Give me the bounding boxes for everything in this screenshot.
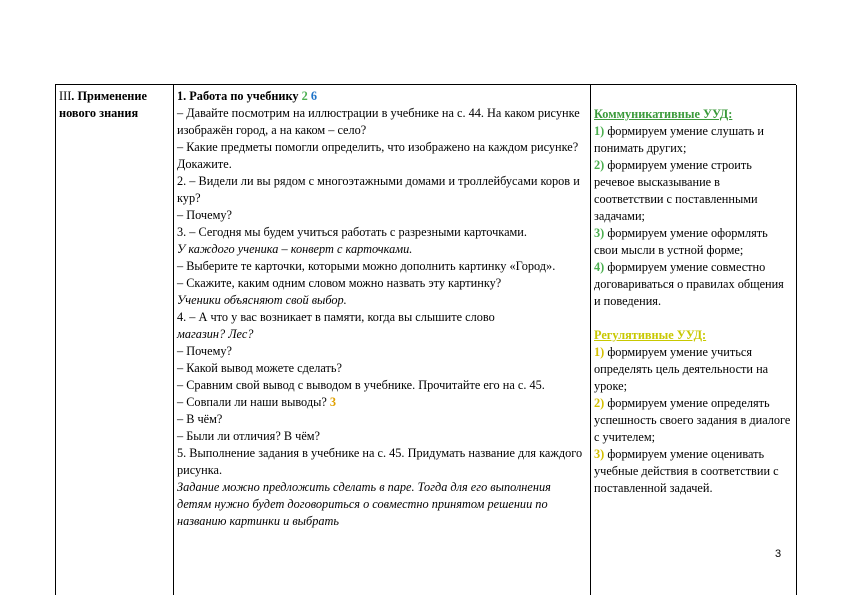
work-line: 3. – Сегодня мы будем учиться работать с разрезными карточками. bbox=[177, 225, 527, 239]
work-line: – Совпали ли наши выводы? 3 bbox=[177, 395, 337, 409]
work-line: 5. Выполнение задания в учебнике на с. 45. Придумать название для каждого рисунка. bbox=[177, 446, 583, 477]
work-line: – Почему? bbox=[177, 208, 232, 222]
stage-title bbox=[59, 88, 170, 122]
marker-2: 2 bbox=[301, 89, 308, 103]
marker-3: 3 bbox=[329, 395, 337, 409]
uud-column bbox=[591, 85, 797, 595]
stage-cell bbox=[56, 85, 173, 122]
reg-uud-item: 1) формируем умение учиться определять цель деятельности на уроке; bbox=[594, 345, 769, 393]
comm-uud-item: 1) формируем умение слушать и понимать других; bbox=[594, 124, 764, 155]
work-note: Ученики объясняют свой выбор. bbox=[177, 293, 347, 307]
work-column bbox=[174, 85, 591, 595]
work-line: 2. – Видели ли вы рядом с многоэтажными домами и троллейбусами коров и кур? bbox=[177, 174, 580, 205]
work-line: – Давайте посмотрим на иллюстрации в учебнике на с. 44. На каком рисунке изображён город, а на каком – село? bbox=[177, 106, 580, 137]
work-line: 4. – А что у вас возникает в памяти, когда вы слышите слово bbox=[177, 310, 495, 324]
stage-column bbox=[56, 85, 174, 595]
comm-uud-title: Коммуникативные УУД: bbox=[594, 107, 733, 121]
work-line: – Скажите, каким одним словом можно назвать эту картинку? bbox=[177, 276, 502, 290]
stage-roman: III bbox=[59, 89, 72, 103]
reg-uud-item: 3) формируем умение оценивать учебные действия в соответствии с поставленной задачей. bbox=[594, 447, 779, 495]
marker-6: 6 bbox=[310, 89, 318, 103]
work-line: – Какие предметы помогли определить, что изображено на каждом рисунке? Докажите. bbox=[177, 140, 579, 171]
work-line: – Почему? bbox=[177, 344, 232, 358]
reg-uud-title: Регулятивные УУД: bbox=[594, 328, 707, 342]
work-heading: 1. Работа по учебнику 2 6 bbox=[177, 89, 318, 103]
work-note: Задание можно предложить сделать в паре. Тогда для его выполнения детям нужно будет договориться о совместно принятом решении по названию картинки и выбрать bbox=[177, 480, 551, 528]
comm-uud-item: 4) формируем умение совместно договариваться о правилах общения и поведения. bbox=[594, 260, 784, 308]
lesson-table bbox=[55, 84, 796, 595]
work-line: – Были ли отличия? В чём? bbox=[177, 429, 321, 443]
work-cell bbox=[174, 85, 590, 530]
work-note: У каждого ученика – конверт с карточками. bbox=[177, 242, 413, 256]
work-line: – Сравним свой вывод с выводом в учебнике. Прочитайте его на с. 45. bbox=[177, 378, 545, 392]
comm-uud-item: 3) формируем умение оформлять свои мысли в устной форме; bbox=[594, 226, 768, 257]
work-line: – Выберите те карточки, которыми можно дополнить картинку «Город». bbox=[177, 259, 556, 273]
work-line: – Какой вывод можете сделать? bbox=[177, 361, 342, 375]
comm-uud-item: 2) формируем умение строить речевое высказывание в соответствии с поставленными задачами; bbox=[594, 158, 758, 223]
work-line: – В чём? bbox=[177, 412, 223, 426]
page-number: 3 bbox=[775, 548, 782, 560]
reg-uud-item: 2) формируем умение определять успешность своего задания в диалоге с учителем; bbox=[594, 396, 791, 444]
work-note: магазин? Лес? bbox=[177, 327, 254, 341]
stage-name: . Применение нового знания bbox=[59, 89, 147, 120]
uud-cell bbox=[591, 85, 796, 497]
